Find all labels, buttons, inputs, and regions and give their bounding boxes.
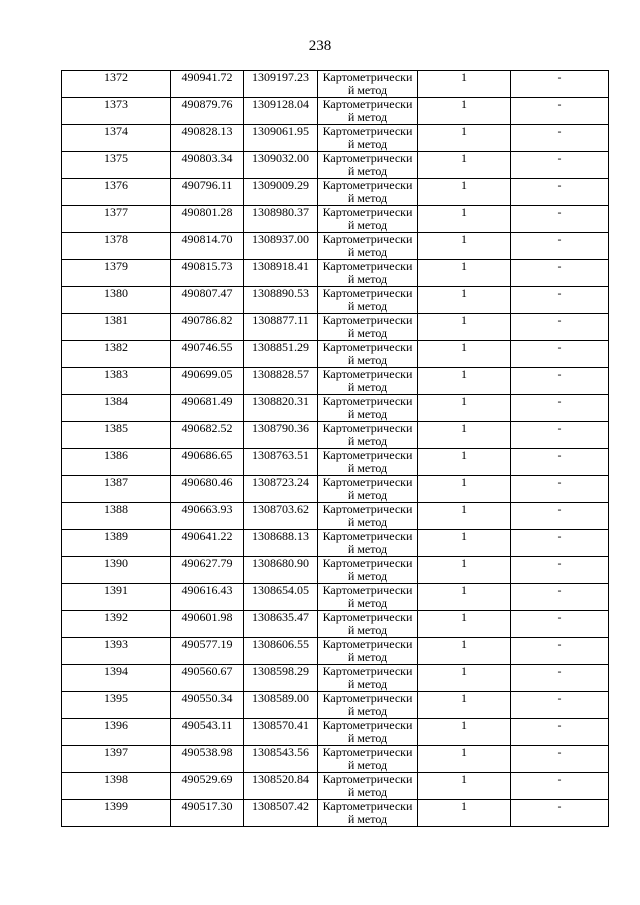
y-coordinate-cell: 1308763.51 [244, 449, 318, 476]
method-cell [318, 584, 418, 611]
accuracy-cell: 1 [418, 71, 511, 98]
y-coordinate-cell: 1309197.23 [244, 71, 318, 98]
accuracy-cell: 1 [418, 233, 511, 260]
y-coordinate-cell: 1308820.31 [244, 395, 318, 422]
note-cell: - [511, 260, 609, 287]
method-line-1: Картометрически [322, 205, 413, 219]
point-number-cell: 1372 [62, 71, 171, 98]
table-row [62, 125, 609, 152]
method-line-1: Картометрически [322, 286, 413, 300]
method-cell [318, 260, 418, 287]
point-number-cell: 1397 [62, 746, 171, 773]
y-coordinate-cell: 1309061.95 [244, 125, 318, 152]
method-line-1: Картометрически [322, 340, 413, 354]
y-coordinate-cell: 1308890.53 [244, 287, 318, 314]
method-cell [318, 206, 418, 233]
x-coordinate-cell: 490682.52 [171, 422, 244, 449]
note-cell: - [511, 179, 609, 206]
method-line-2: й метод [347, 623, 388, 637]
table-row [62, 314, 609, 341]
method-cell [318, 368, 418, 395]
method-line-2: й метод [347, 488, 388, 502]
table-row [62, 206, 609, 233]
note-cell: - [511, 287, 609, 314]
method-cell [318, 98, 418, 125]
note-cell: - [511, 368, 609, 395]
point-number-cell: 1389 [62, 530, 171, 557]
point-number-cell: 1399 [62, 800, 171, 827]
method-line-1: Картометрически [322, 421, 413, 435]
x-coordinate-cell: 490577.19 [171, 638, 244, 665]
method-line-1: Картометрически [322, 610, 413, 624]
point-number-cell: 1393 [62, 638, 171, 665]
note-cell: - [511, 98, 609, 125]
method-cell [318, 611, 418, 638]
accuracy-cell: 1 [418, 719, 511, 746]
table-row [62, 503, 609, 530]
method-line-1: Картометрически [322, 529, 413, 543]
table-row [62, 746, 609, 773]
method-line-2: й метод [347, 299, 388, 313]
y-coordinate-cell: 1309009.29 [244, 179, 318, 206]
method-cell [318, 746, 418, 773]
x-coordinate-cell: 490680.46 [171, 476, 244, 503]
accuracy-cell: 1 [418, 773, 511, 800]
method-line-2: й метод [347, 812, 388, 826]
method-cell [318, 557, 418, 584]
method-cell [318, 125, 418, 152]
method-line-2: й метод [347, 353, 388, 367]
table-row [62, 395, 609, 422]
accuracy-cell: 1 [418, 368, 511, 395]
x-coordinate-cell: 490746.55 [171, 341, 244, 368]
y-coordinate-cell: 1308790.36 [244, 422, 318, 449]
method-line-2: й метод [347, 191, 388, 205]
y-coordinate-cell: 1308828.57 [244, 368, 318, 395]
accuracy-cell: 1 [418, 746, 511, 773]
note-cell: - [511, 638, 609, 665]
table-row [62, 341, 609, 368]
x-coordinate-cell: 490803.34 [171, 152, 244, 179]
y-coordinate-cell: 1309032.00 [244, 152, 318, 179]
x-coordinate-cell: 490529.69 [171, 773, 244, 800]
accuracy-cell: 1 [418, 584, 511, 611]
point-number-cell: 1392 [62, 611, 171, 638]
table-row [62, 611, 609, 638]
point-number-cell: 1373 [62, 98, 171, 125]
method-line-1: Картометрически [322, 448, 413, 462]
table-row [62, 638, 609, 665]
method-line-1: Картометрически [322, 367, 413, 381]
x-coordinate-cell: 490786.82 [171, 314, 244, 341]
method-cell [318, 71, 418, 98]
method-line-2: й метод [347, 164, 388, 178]
y-coordinate-cell: 1308918.41 [244, 260, 318, 287]
point-number-cell: 1376 [62, 179, 171, 206]
method-line-1: Картометрически [322, 691, 413, 705]
accuracy-cell: 1 [418, 692, 511, 719]
note-cell: - [511, 152, 609, 179]
coordinates-table [61, 70, 609, 827]
method-line-2: й метод [347, 785, 388, 799]
method-cell [318, 449, 418, 476]
y-coordinate-cell: 1308877.11 [244, 314, 318, 341]
method-line-2: й метод [347, 542, 388, 556]
x-coordinate-cell: 490796.11 [171, 179, 244, 206]
point-number-cell: 1388 [62, 503, 171, 530]
y-coordinate-cell: 1308654.05 [244, 584, 318, 611]
method-line-1: Картометрически [322, 151, 413, 165]
method-line-1: Картометрически [322, 70, 413, 84]
table-row [62, 449, 609, 476]
table-row [62, 422, 609, 449]
y-coordinate-cell: 1308570.41 [244, 719, 318, 746]
accuracy-cell: 1 [418, 449, 511, 476]
method-cell [318, 314, 418, 341]
y-coordinate-cell: 1308851.29 [244, 341, 318, 368]
y-coordinate-cell: 1308680.90 [244, 557, 318, 584]
x-coordinate-cell: 490517.30 [171, 800, 244, 827]
method-line-1: Картометрически [322, 745, 413, 759]
x-coordinate-cell: 490560.67 [171, 665, 244, 692]
method-line-2: й метод [347, 380, 388, 394]
accuracy-cell: 1 [418, 125, 511, 152]
coordinates-table-body [62, 71, 609, 827]
x-coordinate-cell: 490879.76 [171, 98, 244, 125]
accuracy-cell: 1 [418, 530, 511, 557]
accuracy-cell: 1 [418, 98, 511, 125]
method-cell [318, 800, 418, 827]
method-line-2: й метод [347, 110, 388, 124]
note-cell: - [511, 125, 609, 152]
method-line-2: й метод [347, 569, 388, 583]
x-coordinate-cell: 490941.72 [171, 71, 244, 98]
table-row [62, 800, 609, 827]
point-number-cell: 1394 [62, 665, 171, 692]
point-number-cell: 1378 [62, 233, 171, 260]
accuracy-cell: 1 [418, 800, 511, 827]
x-coordinate-cell: 490699.05 [171, 368, 244, 395]
note-cell: - [511, 746, 609, 773]
y-coordinate-cell: 1308520.84 [244, 773, 318, 800]
method-line-1: Картометрически [322, 664, 413, 678]
method-line-2: й метод [347, 407, 388, 421]
point-number-cell: 1398 [62, 773, 171, 800]
method-line-2: й метод [347, 83, 388, 97]
method-line-1: Картометрически [322, 583, 413, 597]
table-row [62, 233, 609, 260]
y-coordinate-cell: 1309128.04 [244, 98, 318, 125]
accuracy-cell: 1 [418, 341, 511, 368]
method-cell [318, 422, 418, 449]
table-row [62, 476, 609, 503]
point-number-cell: 1391 [62, 584, 171, 611]
point-number-cell: 1380 [62, 287, 171, 314]
table-row [62, 584, 609, 611]
note-cell: - [511, 233, 609, 260]
method-cell [318, 152, 418, 179]
method-cell [318, 476, 418, 503]
method-line-1: Картометрически [322, 799, 413, 813]
point-number-cell: 1377 [62, 206, 171, 233]
point-number-cell: 1374 [62, 125, 171, 152]
method-line-1: Картометрически [322, 637, 413, 651]
note-cell: - [511, 476, 609, 503]
accuracy-cell: 1 [418, 638, 511, 665]
point-number-cell: 1386 [62, 449, 171, 476]
note-cell: - [511, 800, 609, 827]
note-cell: - [511, 530, 609, 557]
x-coordinate-cell: 490616.43 [171, 584, 244, 611]
note-cell: - [511, 611, 609, 638]
y-coordinate-cell: 1308635.47 [244, 611, 318, 638]
method-cell [318, 503, 418, 530]
method-line-2: й метод [347, 758, 388, 772]
method-line-1: Картометрически [322, 259, 413, 273]
y-coordinate-cell: 1308937.00 [244, 233, 318, 260]
method-cell [318, 638, 418, 665]
x-coordinate-cell: 490543.11 [171, 719, 244, 746]
method-line-1: Картометрически [322, 232, 413, 246]
accuracy-cell: 1 [418, 152, 511, 179]
method-line-2: й метод [347, 650, 388, 664]
method-line-2: й метод [347, 731, 388, 745]
table-row [62, 719, 609, 746]
x-coordinate-cell: 490550.34 [171, 692, 244, 719]
table-row [62, 665, 609, 692]
method-line-1: Картометрически [322, 718, 413, 732]
y-coordinate-cell: 1308598.29 [244, 665, 318, 692]
page-number: 238 [308, 38, 332, 54]
method-line-1: Картометрически [322, 178, 413, 192]
accuracy-cell: 1 [418, 611, 511, 638]
note-cell: - [511, 719, 609, 746]
point-number-cell: 1390 [62, 557, 171, 584]
point-number-cell: 1385 [62, 422, 171, 449]
method-cell [318, 692, 418, 719]
table-row [62, 71, 609, 98]
x-coordinate-cell: 490828.13 [171, 125, 244, 152]
method-line-1: Картометрически [322, 502, 413, 516]
y-coordinate-cell: 1308703.62 [244, 503, 318, 530]
method-line-1: Картометрически [322, 124, 413, 138]
table-row [62, 692, 609, 719]
x-coordinate-cell: 490807.47 [171, 287, 244, 314]
table-row [62, 152, 609, 179]
table-row [62, 368, 609, 395]
method-cell [318, 665, 418, 692]
method-line-2: й метод [347, 596, 388, 610]
y-coordinate-cell: 1308589.00 [244, 692, 318, 719]
table-row [62, 773, 609, 800]
note-cell: - [511, 503, 609, 530]
note-cell: - [511, 584, 609, 611]
method-cell [318, 719, 418, 746]
note-cell: - [511, 71, 609, 98]
table-row [62, 98, 609, 125]
note-cell: - [511, 341, 609, 368]
method-cell [318, 341, 418, 368]
method-line-2: й метод [347, 272, 388, 286]
method-cell [318, 233, 418, 260]
y-coordinate-cell: 1308723.24 [244, 476, 318, 503]
method-line-2: й метод [347, 326, 388, 340]
note-cell: - [511, 395, 609, 422]
accuracy-cell: 1 [418, 422, 511, 449]
y-coordinate-cell: 1308507.42 [244, 800, 318, 827]
x-coordinate-cell: 490815.73 [171, 260, 244, 287]
point-number-cell: 1383 [62, 368, 171, 395]
note-cell: - [511, 314, 609, 341]
method-cell [318, 179, 418, 206]
point-number-cell: 1382 [62, 341, 171, 368]
method-line-2: й метод [347, 218, 388, 232]
point-number-cell: 1387 [62, 476, 171, 503]
method-cell [318, 530, 418, 557]
method-line-1: Картометрически [322, 475, 413, 489]
x-coordinate-cell: 490538.98 [171, 746, 244, 773]
method-cell [318, 773, 418, 800]
x-coordinate-cell: 490601.98 [171, 611, 244, 638]
method-line-2: й метод [347, 515, 388, 529]
method-cell [318, 395, 418, 422]
note-cell: - [511, 422, 609, 449]
method-line-2: й метод [347, 677, 388, 691]
point-number-cell: 1396 [62, 719, 171, 746]
table-row [62, 287, 609, 314]
x-coordinate-cell: 490681.49 [171, 395, 244, 422]
table-row [62, 557, 609, 584]
x-coordinate-cell: 490641.22 [171, 530, 244, 557]
y-coordinate-cell: 1308688.13 [244, 530, 318, 557]
point-number-cell: 1379 [62, 260, 171, 287]
point-number-cell: 1395 [62, 692, 171, 719]
method-line-1: Картометрически [322, 394, 413, 408]
note-cell: - [511, 665, 609, 692]
y-coordinate-cell: 1308980.37 [244, 206, 318, 233]
accuracy-cell: 1 [418, 503, 511, 530]
point-number-cell: 1381 [62, 314, 171, 341]
accuracy-cell: 1 [418, 260, 511, 287]
method-line-1: Картометрически [322, 772, 413, 786]
accuracy-cell: 1 [418, 557, 511, 584]
accuracy-cell: 1 [418, 395, 511, 422]
method-line-2: й метод [347, 245, 388, 259]
table-row [62, 260, 609, 287]
note-cell: - [511, 449, 609, 476]
point-number-cell: 1384 [62, 395, 171, 422]
note-cell: - [511, 692, 609, 719]
method-line-1: Картометрически [322, 97, 413, 111]
accuracy-cell: 1 [418, 179, 511, 206]
y-coordinate-cell: 1308606.55 [244, 638, 318, 665]
method-line-2: й метод [347, 704, 388, 718]
accuracy-cell: 1 [418, 665, 511, 692]
method-line-2: й метод [347, 434, 388, 448]
y-coordinate-cell: 1308543.56 [244, 746, 318, 773]
accuracy-cell: 1 [418, 206, 511, 233]
method-line-1: Картометрически [322, 556, 413, 570]
x-coordinate-cell: 490814.70 [171, 233, 244, 260]
accuracy-cell: 1 [418, 476, 511, 503]
table-row [62, 179, 609, 206]
accuracy-cell: 1 [418, 287, 511, 314]
table-row [62, 530, 609, 557]
accuracy-cell: 1 [418, 314, 511, 341]
note-cell: - [511, 773, 609, 800]
method-line-2: й метод [347, 461, 388, 475]
method-line-2: й метод [347, 137, 388, 151]
point-number-cell: 1375 [62, 152, 171, 179]
x-coordinate-cell: 490663.93 [171, 503, 244, 530]
method-cell [318, 287, 418, 314]
note-cell: - [511, 557, 609, 584]
method-line-1: Картометрически [322, 313, 413, 327]
note-cell: - [511, 206, 609, 233]
x-coordinate-cell: 490686.65 [171, 449, 244, 476]
x-coordinate-cell: 490627.79 [171, 557, 244, 584]
x-coordinate-cell: 490801.28 [171, 206, 244, 233]
